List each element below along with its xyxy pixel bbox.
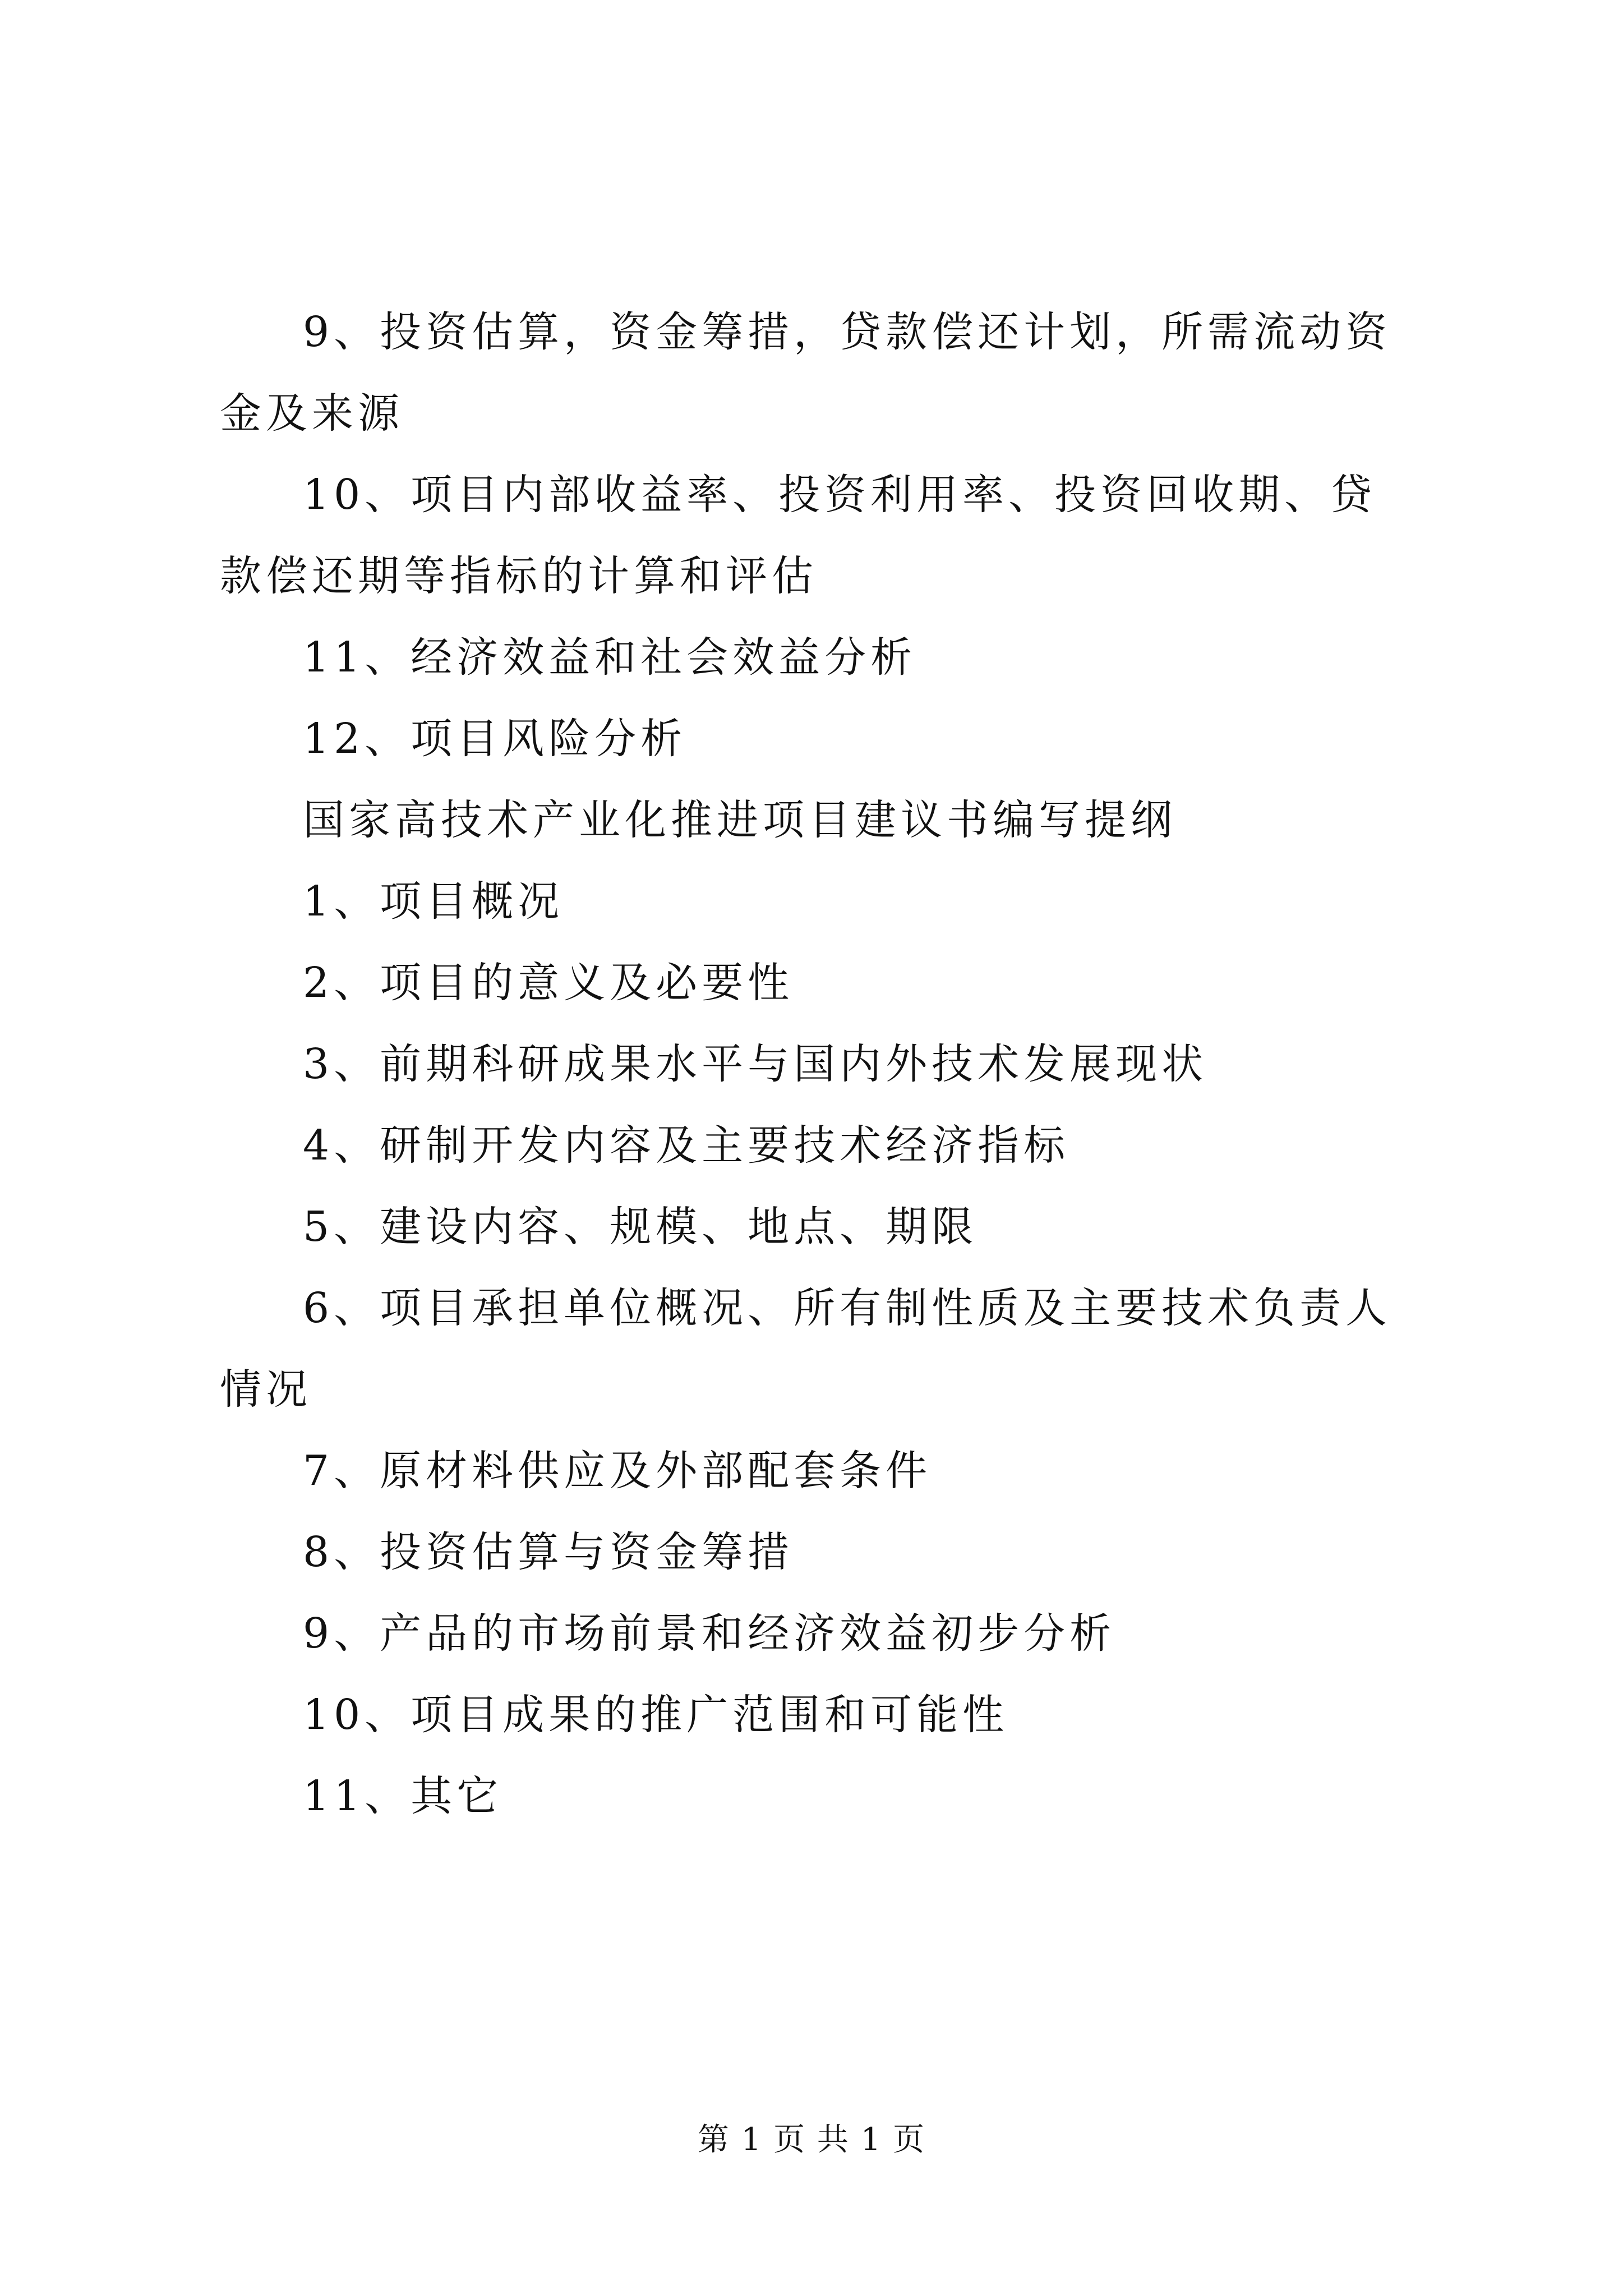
outline-item-7: 7、原材料供应及外部配套条件 <box>303 1447 932 1495</box>
outline-item-5: 5、建设内容、规模、地点、期限 <box>303 1203 978 1251</box>
paragraph-item-9-funding: 9、投资估算，资金筹措，贷款偿还计划，所需流动资金及来源 <box>220 308 1392 438</box>
paragraph-item-10-indicators: 10、项目内部收益率、投资利用率、投资回收期、贷款偿还期等指标的计算和评估 <box>220 471 1377 600</box>
outline-item-1: 1、项目概况 <box>303 877 564 926</box>
document-body <box>220 292 1420 1837</box>
outline-item-8: 8、投资估算与资金筹措 <box>303 1528 794 1576</box>
paragraph-item-12-risk: 12、项目风险分析 <box>303 715 687 763</box>
outline-item-9: 9、产品的市场前景和经济效益初步分析 <box>303 1609 1116 1658</box>
outline-item-3: 3、前期科研成果水平与国内外技术发展现状 <box>303 1040 1208 1088</box>
page-number-footer: 第 1 页 共 1 页 <box>697 2122 926 2158</box>
section-heading: 国家高技术产业化推进项目建议书编写提纲 <box>303 796 1177 844</box>
outline-item-2: 2、项目的意义及必要性 <box>303 959 794 1007</box>
outline-item-11: 11、其它 <box>303 1772 503 1820</box>
paragraph-item-11-benefits: 11、经济效益和社会效益分析 <box>303 633 917 682</box>
outline-item-10: 10、项目成果的推广范围和可能性 <box>303 1691 1009 1739</box>
outline-item-6: 6、项目承担单位概况、所有制性质及主要技术负责人情况 <box>220 1284 1392 1414</box>
outline-item-4: 4、研制开发内容及主要技术经济指标 <box>303 1121 1070 1170</box>
